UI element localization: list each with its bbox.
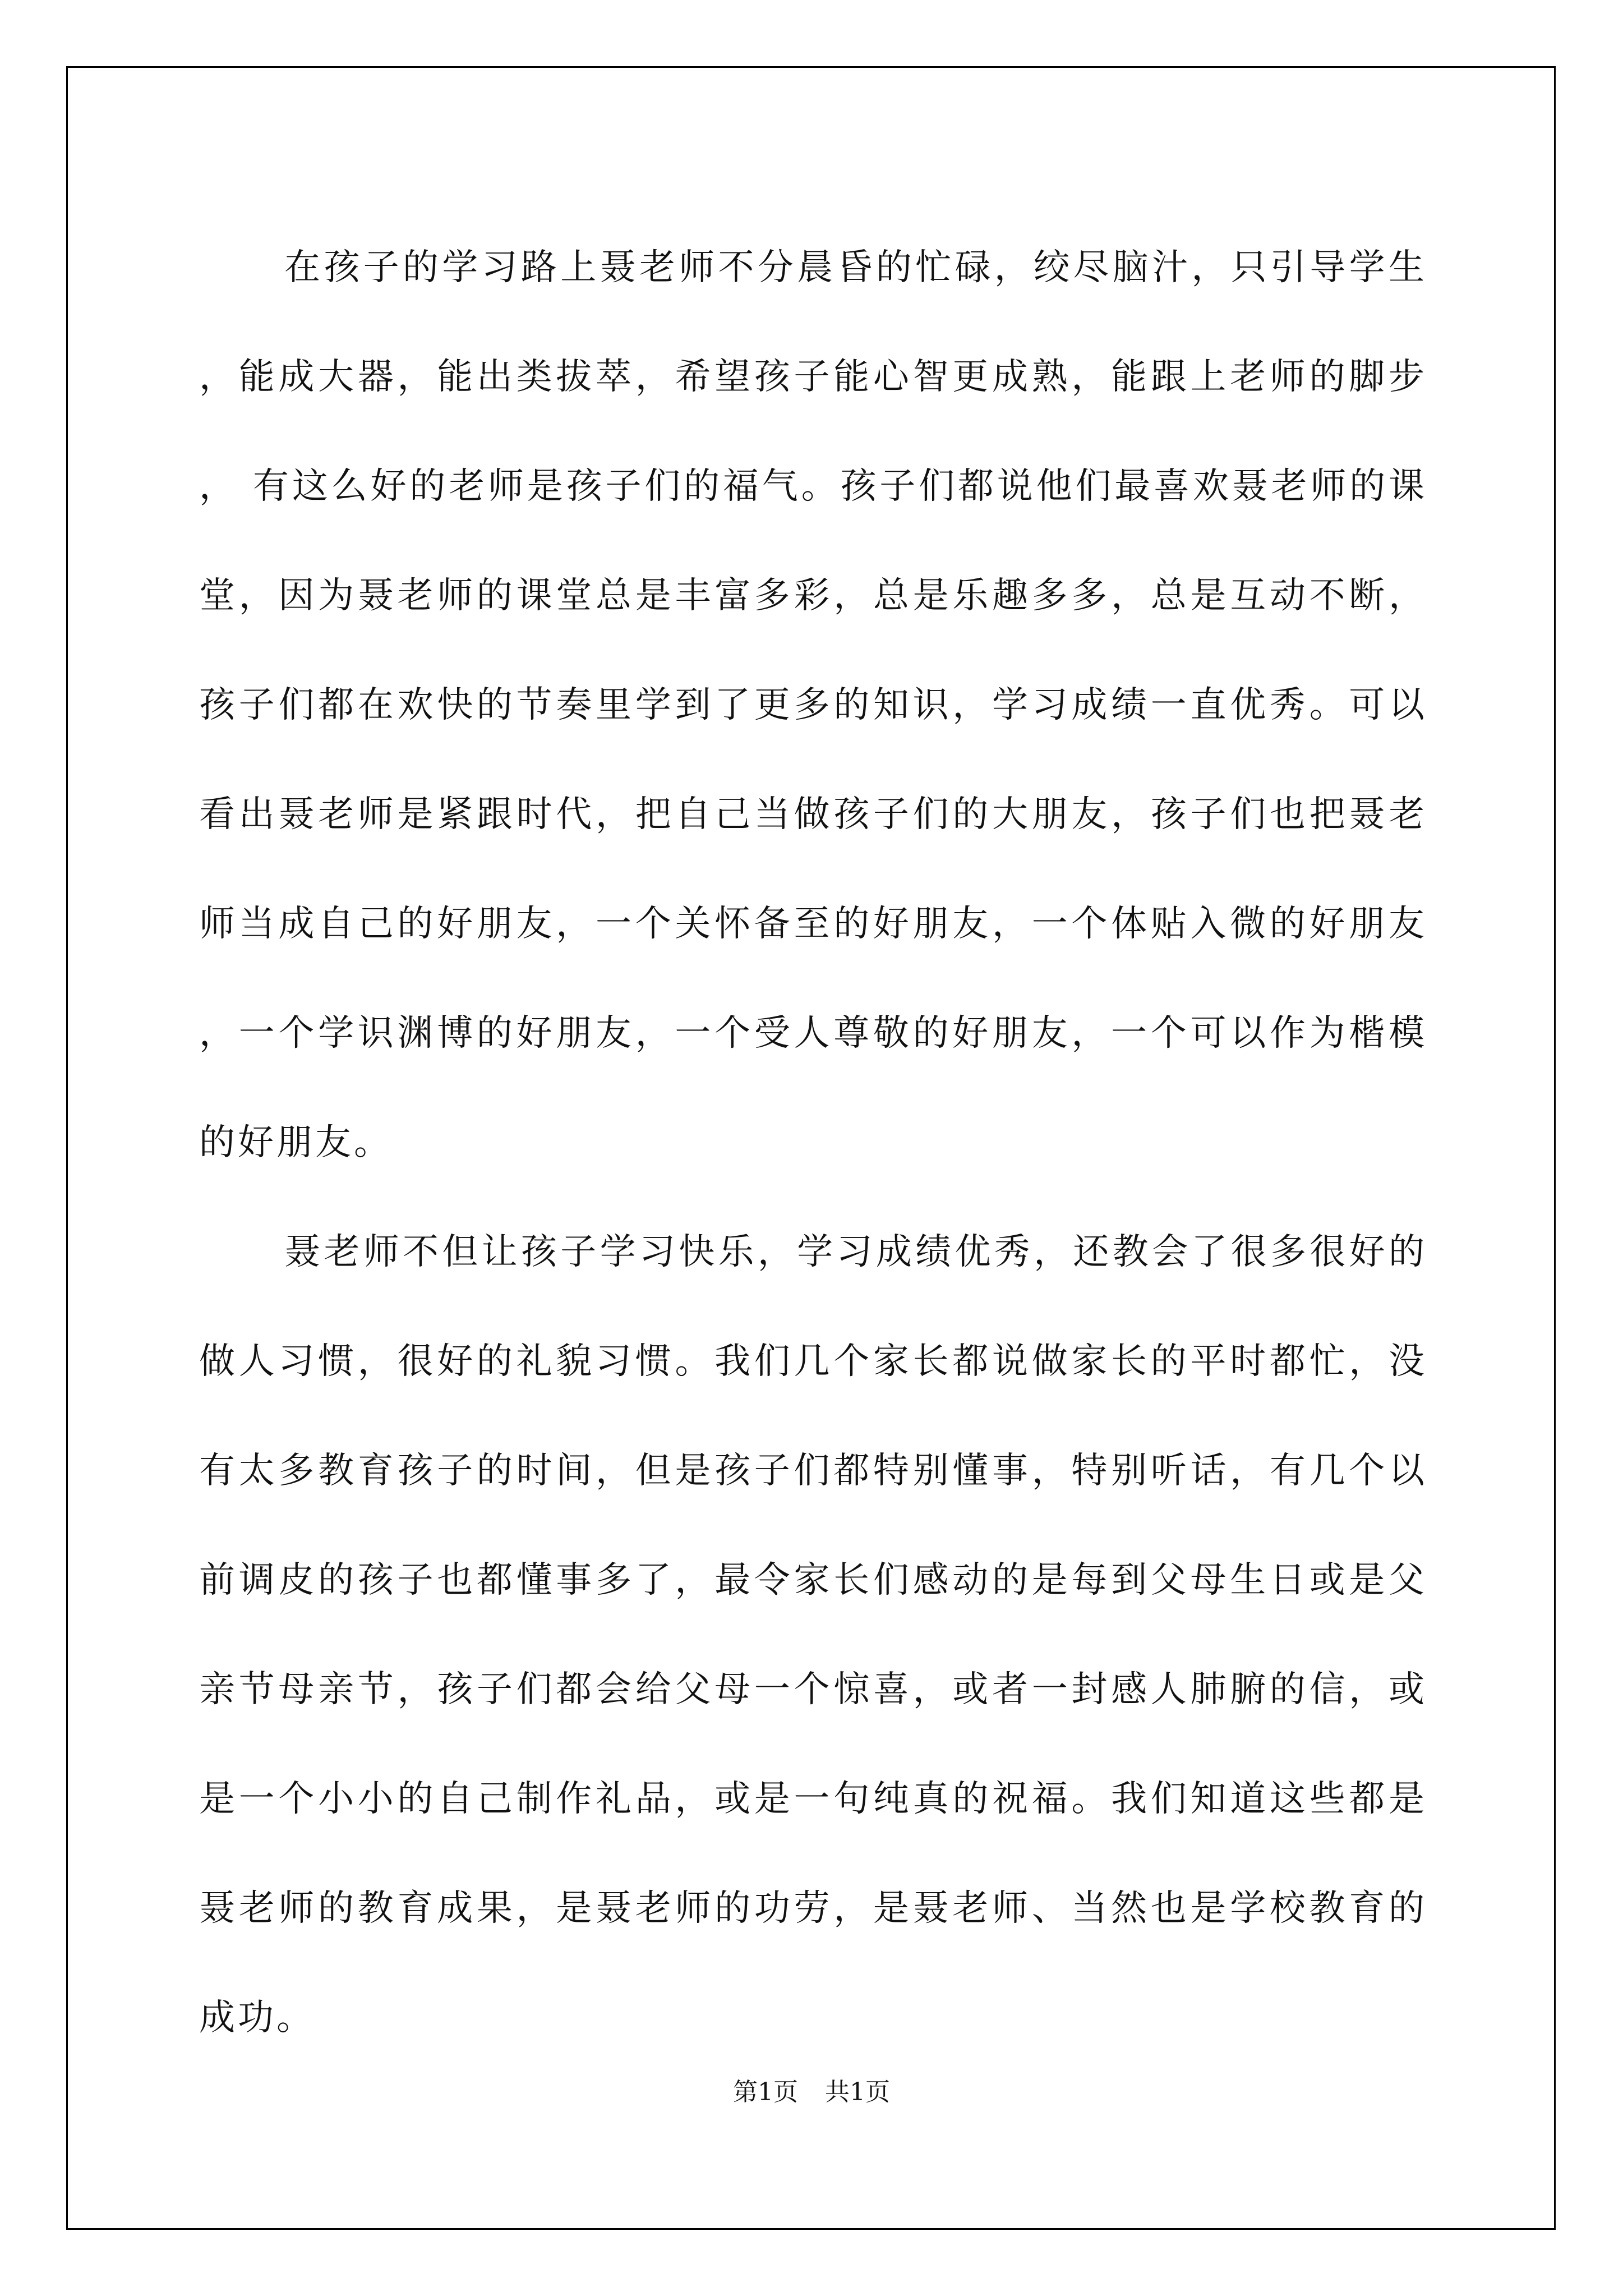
document-body: [199, 213, 1427, 2073]
paragraph-1: 在孩子的学习路上聂老师不分晨昏的忙碌，绞尽脑汁，只引导学生，能成大器，能出类拔萃，希望孩子能心智更成熟，能跟上老师的脚步， 有这么好的老师是孩子们的福气。孩子们都说他们最喜欢聂老师的课堂，因为聂老师的课堂总是丰富多彩，总是乐趣多多，总是互动不断，孩子们都在欢快的节奏里学到了更多的知识，学习成绩一直优秀。可以看出聂老师是紧跟时代，把自己当做孩子们的大朋友，孩子们也把聂老师当成自己的好朋友，一个关怀备至的好朋友，一个体贴入微的好朋友，一个学识渊博的好朋友，一个受人尊敬的好朋友，一个可以作为楷模的好朋友。: [199, 247, 1427, 1163]
page-total: 共1页: [825, 2078, 890, 2106]
page-number: 第1页: [733, 2078, 798, 2106]
paragraph-2: 聂老师不但让孩子学习快乐，学习成绩优秀，还教会了很多很好的做人习惯，很好的礼貌习惯。我们几个家长都说做家长的平时都忙，没有太多教育孩子的时间，但是孩子们都特别懂事，特别听话，有几个以前调皮的孩子也都懂事多了，最令家长们感动的是每到父母生日或是父亲节母亲节，孩子们都会给父母一个惊喜，或者一封感人肺腑的信，或是一个小小的自己制作礼品，或是一句纯真的祝福。我们知道这些都是聂老师的教育成果，是聂老师的功劳，是聂老师、当然也是学校教育的成功。: [199, 1231, 1427, 2039]
page-footer: [0, 2076, 1623, 2109]
